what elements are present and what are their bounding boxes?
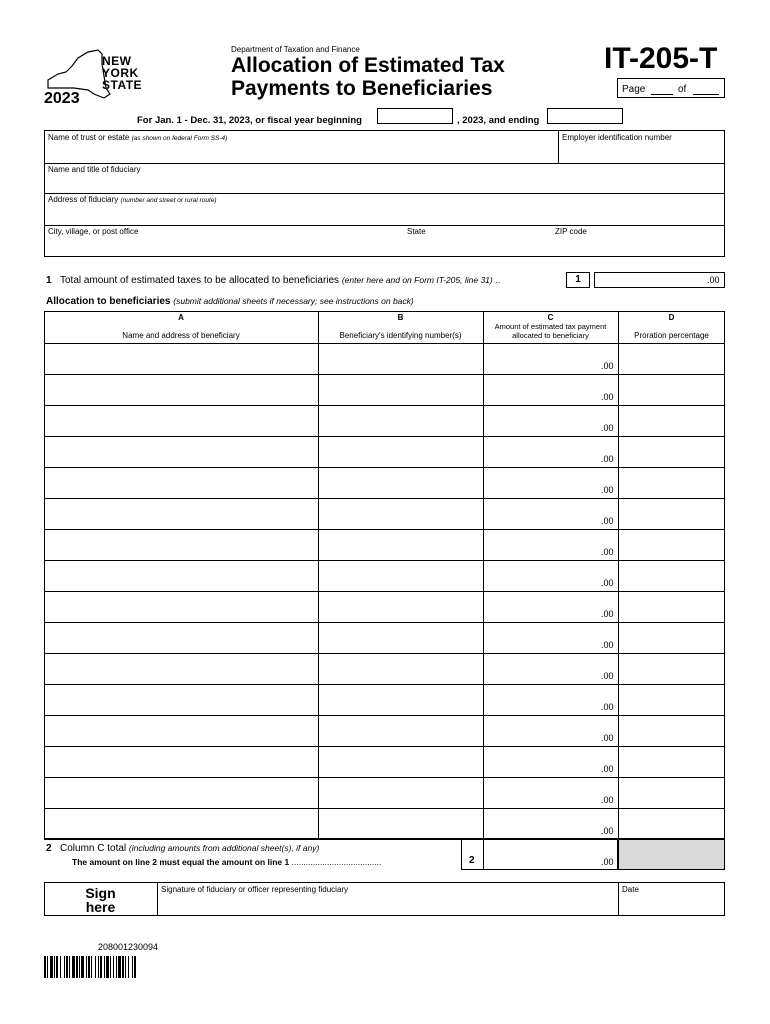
beneficiary-id-input[interactable] bbox=[319, 468, 483, 497]
col-c-letter: C bbox=[547, 313, 554, 322]
col-d-letter: D bbox=[668, 313, 675, 322]
allocated-amount-input[interactable] bbox=[484, 530, 618, 559]
beneficiary-name-input[interactable] bbox=[45, 685, 318, 714]
beneficiary-id-input[interactable] bbox=[319, 747, 483, 776]
table-row bbox=[44, 622, 725, 653]
department-name: Department of Taxation and Finance bbox=[231, 45, 360, 54]
line2-note: (including amounts from additional sheet(s), if any) bbox=[128, 843, 320, 853]
row-cents: .00 bbox=[601, 671, 614, 681]
sign-label-line2: here bbox=[85, 899, 116, 915]
beneficiary-id-input[interactable] bbox=[319, 654, 483, 683]
table-row bbox=[44, 746, 725, 777]
allocated-amount-input[interactable] bbox=[484, 778, 618, 807]
beneficiary-id-input[interactable] bbox=[319, 809, 483, 838]
table-row bbox=[44, 560, 725, 591]
zip-label: ZIP code bbox=[555, 227, 587, 236]
beneficiary-id-input[interactable] bbox=[319, 685, 483, 714]
col-c-label-line1: Amount of estimated tax payment bbox=[494, 322, 607, 331]
allocation-note: (submit additional sheets if necessary; see instructions on back) bbox=[173, 296, 414, 306]
line2-amount-input[interactable] bbox=[483, 839, 618, 870]
proration-percentage-input[interactable] bbox=[619, 437, 724, 466]
line2-cents: .00 bbox=[601, 857, 614, 867]
beneficiary-name-input[interactable] bbox=[45, 530, 318, 559]
proration-percentage-input[interactable] bbox=[619, 406, 724, 435]
row-cents: .00 bbox=[601, 733, 614, 743]
beneficiary-id-input[interactable] bbox=[319, 778, 483, 807]
line1-number: 1 bbox=[46, 275, 52, 286]
page-number-field[interactable] bbox=[651, 94, 673, 95]
beneficiary-id-input[interactable] bbox=[319, 344, 483, 373]
line1-note: (enter here and on Form IT-205, line 31) bbox=[341, 275, 493, 285]
row-cents: .00 bbox=[601, 485, 614, 495]
address-note: (number and street or rural route) bbox=[120, 197, 217, 204]
beneficiary-name-input[interactable] bbox=[45, 344, 318, 373]
row-cents: .00 bbox=[601, 578, 614, 588]
allocated-amount-input[interactable] bbox=[484, 437, 618, 466]
line2-shaded-cell bbox=[618, 839, 725, 870]
line1-dots: .. bbox=[495, 275, 501, 285]
line2-number: 2 bbox=[46, 843, 52, 854]
beneficiary-id-input[interactable] bbox=[319, 437, 483, 466]
trust-name-label: Name of trust or estate bbox=[48, 133, 130, 142]
row-cents: .00 bbox=[601, 795, 614, 805]
beneficiary-name-input[interactable] bbox=[45, 623, 318, 652]
fiduciary-field[interactable] bbox=[45, 164, 724, 192]
row-cents: .00 bbox=[601, 826, 614, 836]
row-cents: .00 bbox=[601, 609, 614, 619]
page-box bbox=[617, 78, 725, 98]
table-row bbox=[44, 498, 725, 529]
table-row bbox=[44, 436, 725, 467]
col-c-label-line2: allocated to beneficiary bbox=[512, 331, 589, 340]
line1-amount-input[interactable] bbox=[594, 272, 725, 288]
period-prefix: For Jan. 1 - Dec. 31, 2023, or fiscal year beginning bbox=[137, 115, 362, 126]
state-label: State bbox=[407, 227, 426, 236]
table-row bbox=[44, 653, 725, 684]
proration-percentage-input[interactable] bbox=[619, 623, 724, 652]
proration-percentage-input[interactable] bbox=[619, 561, 724, 590]
row-cents: .00 bbox=[601, 392, 614, 402]
table-row bbox=[44, 343, 725, 374]
line2-box-number: 2 bbox=[461, 839, 483, 870]
beneficiary-name-input[interactable] bbox=[45, 375, 318, 404]
proration-percentage-input[interactable] bbox=[619, 747, 724, 776]
beneficiary-id-input[interactable] bbox=[319, 716, 483, 745]
proration-percentage-input[interactable] bbox=[619, 499, 724, 528]
beneficiary-id-input[interactable] bbox=[319, 499, 483, 528]
beneficiary-name-input[interactable] bbox=[45, 809, 318, 838]
table-row bbox=[44, 808, 725, 839]
logo-york: YORK bbox=[102, 66, 139, 80]
row-cents: .00 bbox=[601, 454, 614, 464]
proration-percentage-input[interactable] bbox=[619, 654, 724, 683]
proration-percentage-input[interactable] bbox=[619, 685, 724, 714]
period-begin-input[interactable] bbox=[377, 108, 453, 124]
row-cents: .00 bbox=[601, 423, 614, 433]
row-cents: .00 bbox=[601, 764, 614, 774]
table-row bbox=[44, 715, 725, 746]
logo-new: NEW bbox=[102, 54, 132, 68]
signature-label: Signature of fiduciary or officer representing fiduciary bbox=[161, 885, 349, 894]
beneficiary-name-input[interactable] bbox=[45, 406, 318, 435]
logo-year: 2023 bbox=[44, 90, 80, 107]
col-a-label: Name and address of beneficiary bbox=[122, 331, 240, 340]
proration-percentage-input[interactable] bbox=[619, 592, 724, 621]
allocated-amount-input[interactable] bbox=[484, 468, 618, 497]
table-row bbox=[44, 684, 725, 715]
table-row bbox=[44, 374, 725, 405]
row-cents: .00 bbox=[601, 702, 614, 712]
allocated-amount-input[interactable] bbox=[484, 654, 618, 683]
logo-state: STATE bbox=[102, 78, 143, 92]
allocated-amount-input[interactable] bbox=[484, 499, 618, 528]
beneficiary-name-input[interactable] bbox=[45, 468, 318, 497]
allocated-amount-input[interactable] bbox=[484, 623, 618, 652]
proration-percentage-input[interactable] bbox=[619, 375, 724, 404]
state-field[interactable] bbox=[405, 226, 553, 256]
beneficiary-name-input[interactable] bbox=[45, 778, 318, 807]
page-total-field[interactable] bbox=[693, 94, 719, 95]
period-middle: , 2023, and ending bbox=[457, 115, 540, 126]
line1-cents: .00 bbox=[707, 275, 720, 285]
allocated-amount-input[interactable] bbox=[484, 375, 618, 404]
form-title-line2: Payments to Beneficiaries bbox=[231, 77, 493, 100]
col-b-label: Beneficiary's identifying number(s) bbox=[339, 331, 462, 340]
proration-percentage-input[interactable] bbox=[619, 716, 724, 745]
date-label: Date bbox=[622, 885, 639, 894]
page-label: Page bbox=[622, 84, 646, 95]
city-label: City, village, or post office bbox=[48, 227, 139, 236]
of-label: of bbox=[678, 84, 687, 95]
table-row bbox=[44, 777, 725, 808]
barcode-icon bbox=[44, 956, 194, 978]
allocated-amount-input[interactable] bbox=[484, 592, 618, 621]
sign-label-line1: Sign bbox=[85, 885, 116, 901]
beneficiary-name-input[interactable] bbox=[45, 747, 318, 776]
table-row bbox=[44, 467, 725, 498]
allocated-amount-input[interactable] bbox=[484, 809, 618, 838]
row-cents: .00 bbox=[601, 547, 614, 557]
table-row bbox=[44, 529, 725, 560]
col-d-label: Proration percentage bbox=[634, 331, 709, 340]
allocated-amount-input[interactable] bbox=[484, 344, 618, 373]
beneficiary-name-input[interactable] bbox=[45, 561, 318, 590]
proration-percentage-input[interactable] bbox=[619, 778, 724, 807]
allocated-amount-input[interactable] bbox=[484, 561, 618, 590]
beneficiary-id-input[interactable] bbox=[319, 406, 483, 435]
fiduciary-label: Name and title of fiduciary bbox=[48, 165, 141, 174]
beneficiary-id-input[interactable] bbox=[319, 530, 483, 559]
allocated-amount-input[interactable] bbox=[484, 685, 618, 714]
proration-percentage-input[interactable] bbox=[619, 530, 724, 559]
row-cents: .00 bbox=[601, 640, 614, 650]
allocation-heading: Allocation to beneficiaries bbox=[46, 296, 171, 307]
ein-label: Employer identification number bbox=[562, 133, 672, 142]
beneficiary-id-input[interactable] bbox=[319, 561, 483, 590]
line1-text: Total amount of estimated taxes to be allocated to beneficiaries bbox=[60, 275, 340, 286]
allocated-amount-input[interactable] bbox=[484, 406, 618, 435]
trust-name-note: (as shown on federal Form SS-4) bbox=[131, 135, 228, 142]
allocated-amount-input[interactable] bbox=[484, 716, 618, 745]
line2-text: Column C total bbox=[60, 843, 127, 854]
table-row bbox=[44, 405, 725, 436]
beneficiary-id-input[interactable] bbox=[319, 375, 483, 404]
address-label: Address of fiduciary bbox=[48, 195, 119, 204]
period-end-input[interactable] bbox=[547, 108, 623, 124]
line2-dots: ...................................... bbox=[291, 857, 382, 867]
nys-logo bbox=[44, 44, 154, 114]
line2-sub: The amount on line 2 must equal the amount on line 1 bbox=[72, 857, 290, 867]
barcode bbox=[44, 956, 194, 978]
beneficiary-name-input[interactable] bbox=[45, 716, 318, 745]
beneficiary-id-input[interactable] bbox=[319, 623, 483, 652]
row-cents: .00 bbox=[601, 361, 614, 371]
col-a-letter: A bbox=[178, 313, 184, 322]
proration-percentage-input[interactable] bbox=[619, 809, 724, 838]
line1-box-number: 1 bbox=[566, 272, 590, 288]
table-row bbox=[44, 591, 725, 622]
proration-percentage-input[interactable] bbox=[619, 344, 724, 373]
form-number: IT-205-T bbox=[604, 42, 718, 75]
allocated-amount-input[interactable] bbox=[484, 747, 618, 776]
barcode-number: 208001230094 bbox=[98, 942, 159, 952]
beneficiary-name-input[interactable] bbox=[45, 592, 318, 621]
beneficiary-name-input[interactable] bbox=[45, 437, 318, 466]
beneficiary-name-input[interactable] bbox=[45, 654, 318, 683]
beneficiary-name-input[interactable] bbox=[45, 499, 318, 528]
row-cents: .00 bbox=[601, 516, 614, 526]
beneficiary-id-input[interactable] bbox=[319, 592, 483, 621]
form-title-line1: Allocation of Estimated Tax bbox=[231, 54, 505, 77]
col-b-letter: B bbox=[397, 313, 404, 322]
proration-percentage-input[interactable] bbox=[619, 468, 724, 497]
